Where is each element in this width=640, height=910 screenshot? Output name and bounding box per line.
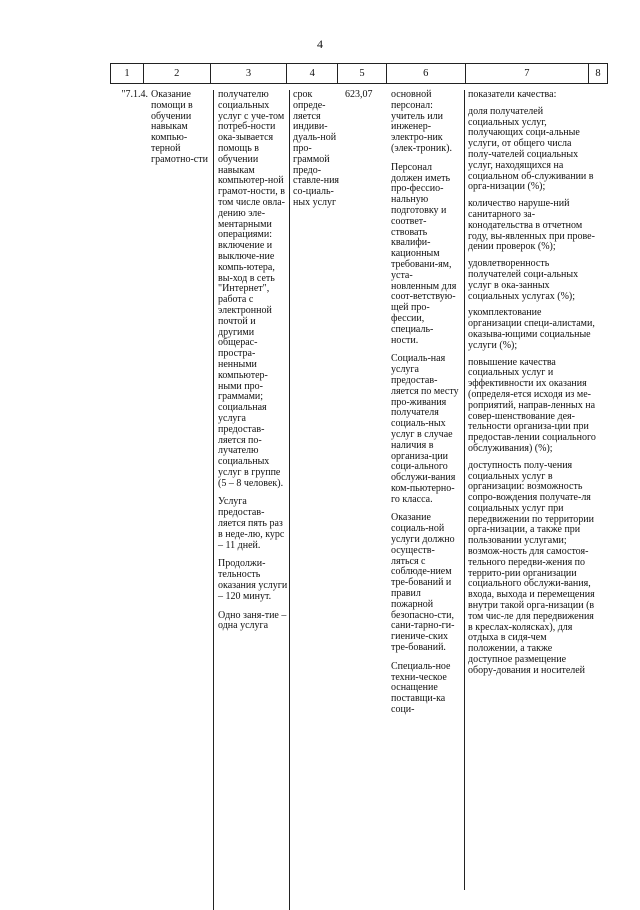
column-divider [464,90,465,890]
indicator-paragraph: повышение качества социальных услуг и эффективности их оказания (определя-ется исходя из ме-роприятий, направ-ленных на совер-шенствование дея-тельности организа-ции при предостав-лении социального обслуживания) (%); [468,356,596,454]
page-number: 4 [317,37,323,51]
service-name: Оказание помощи в обучении навыкам компью-терной грамотно-сти [151,89,208,165]
header-col-2: 2 [144,64,211,83]
conditions-paragraph: основной персонал: учитель или инженер-электро-ник (элек-троник). [391,89,452,154]
description-paragraph: Продолжи-тельность оказания услуги – 120 минут. [218,558,288,602]
indicator-paragraph: укомплектование организации специ-алистами, оказыва-ющими социальные услуги (%); [468,307,595,351]
indicator-paragraph: доступность полу-чения социальных услуг в организации: возможность сопро-вождения получате-ля социальных услуг при передвижении по территории орга-низации, а также при пользовании услугами; возмож-ность для самостоя-тельного передви-жения по террито-рии организации социального обслужи-вания, входа, выхода и перемещения внутри такой орга-низации (в том чис-ле для передвижения в креслах-колясках), для отдыха в сидя-чем положении, а также доступное размещение обору-дования и носителей [468,459,595,676]
column-divider [289,90,290,910]
service-conditions [391,90,459,724]
service-price: 623,07 [345,89,373,100]
conditions-paragraph: Оказание социаль-ной услуги должно осуществ-ляться с соблюде-нием тре-бований и правил пожарной безопасно-сти, сани-тарно-ги-гиениче-ских тре-бований. [391,512,455,654]
column-divider [213,90,214,910]
conditions-paragraph: Социаль-ная услуга предостав-ляется по месту про-живания получателя социаль-ных услуг в случае наличия в организа-ции соци-ального обслужи-вания ком-пьютерно-го класса. [391,353,459,505]
header-col-4: 4 [287,64,338,83]
conditions-paragraph: Специаль-ное техни-ческое оснащение поставщи-ка соци- [391,660,451,716]
indicator-paragraph: удовлетворенность получателей соци-альных услуг в ока-занных социальных услугах (%); [468,258,579,302]
description-paragraph: получателю социальных услуг с уче-том потреб-ности ока-зывается помощь в обучении навыкам компьютер-ной грамот-ности, в том числе овла-дению эле-ментарными операциями: включение и выключе-ние компь-ютера, вы-ход в сеть "Интернет", работа с электронной почтой и другими общерас-простра-ненными компьютер-ными про-граммами; социальная услуга предостав-ляется по-лучателю социальных услуг в группе (5 – 8 человек). [218,89,285,489]
indicator-paragraph: показатели качества: [468,89,557,100]
header-col-8: 8 [595,68,601,79]
indicator-paragraph: количество наруше-ний санитарного за-конодательства в отчетном году, вы-явленных при прове-дении проверок (%); [468,198,595,253]
header-col-6: 6 [387,64,466,83]
header-col-3: 3 [211,64,288,83]
quality-indicators [468,90,596,683]
header-col-7: 7 [466,64,590,83]
service-term: срок опреде-ляется индиви-дуаль-ной про-граммой предо-ставле-ния со-циаль-ных услуг [293,89,340,208]
description-paragraph: Одно заня-тие – одна услуга [218,609,287,632]
conditions-paragraph: Персонал должен иметь про-фессио-нальную подготовку и соответ-ствовать квалифи-кационным требовани-ям, уста-новленным для соот-ветствую-щей про-фессии, специаль-ности. [391,161,457,346]
description-paragraph: Услуга предостав-ляется пять раз в неде-лю, курс – 11 дней. [218,496,285,551]
header-col-1: 1 [111,64,144,83]
indicator-paragraph: доля получателей социальных услуг, получающих соци-альные услуги, от общего числа полу-чателей социальных услуг, находящихся на социальном об-служивании в орга-низации (%); [468,105,594,193]
service-description [218,90,288,640]
table-header [110,63,608,84]
header-col-5: 5 [338,64,387,83]
row-number: "7.1.4. [121,89,148,100]
